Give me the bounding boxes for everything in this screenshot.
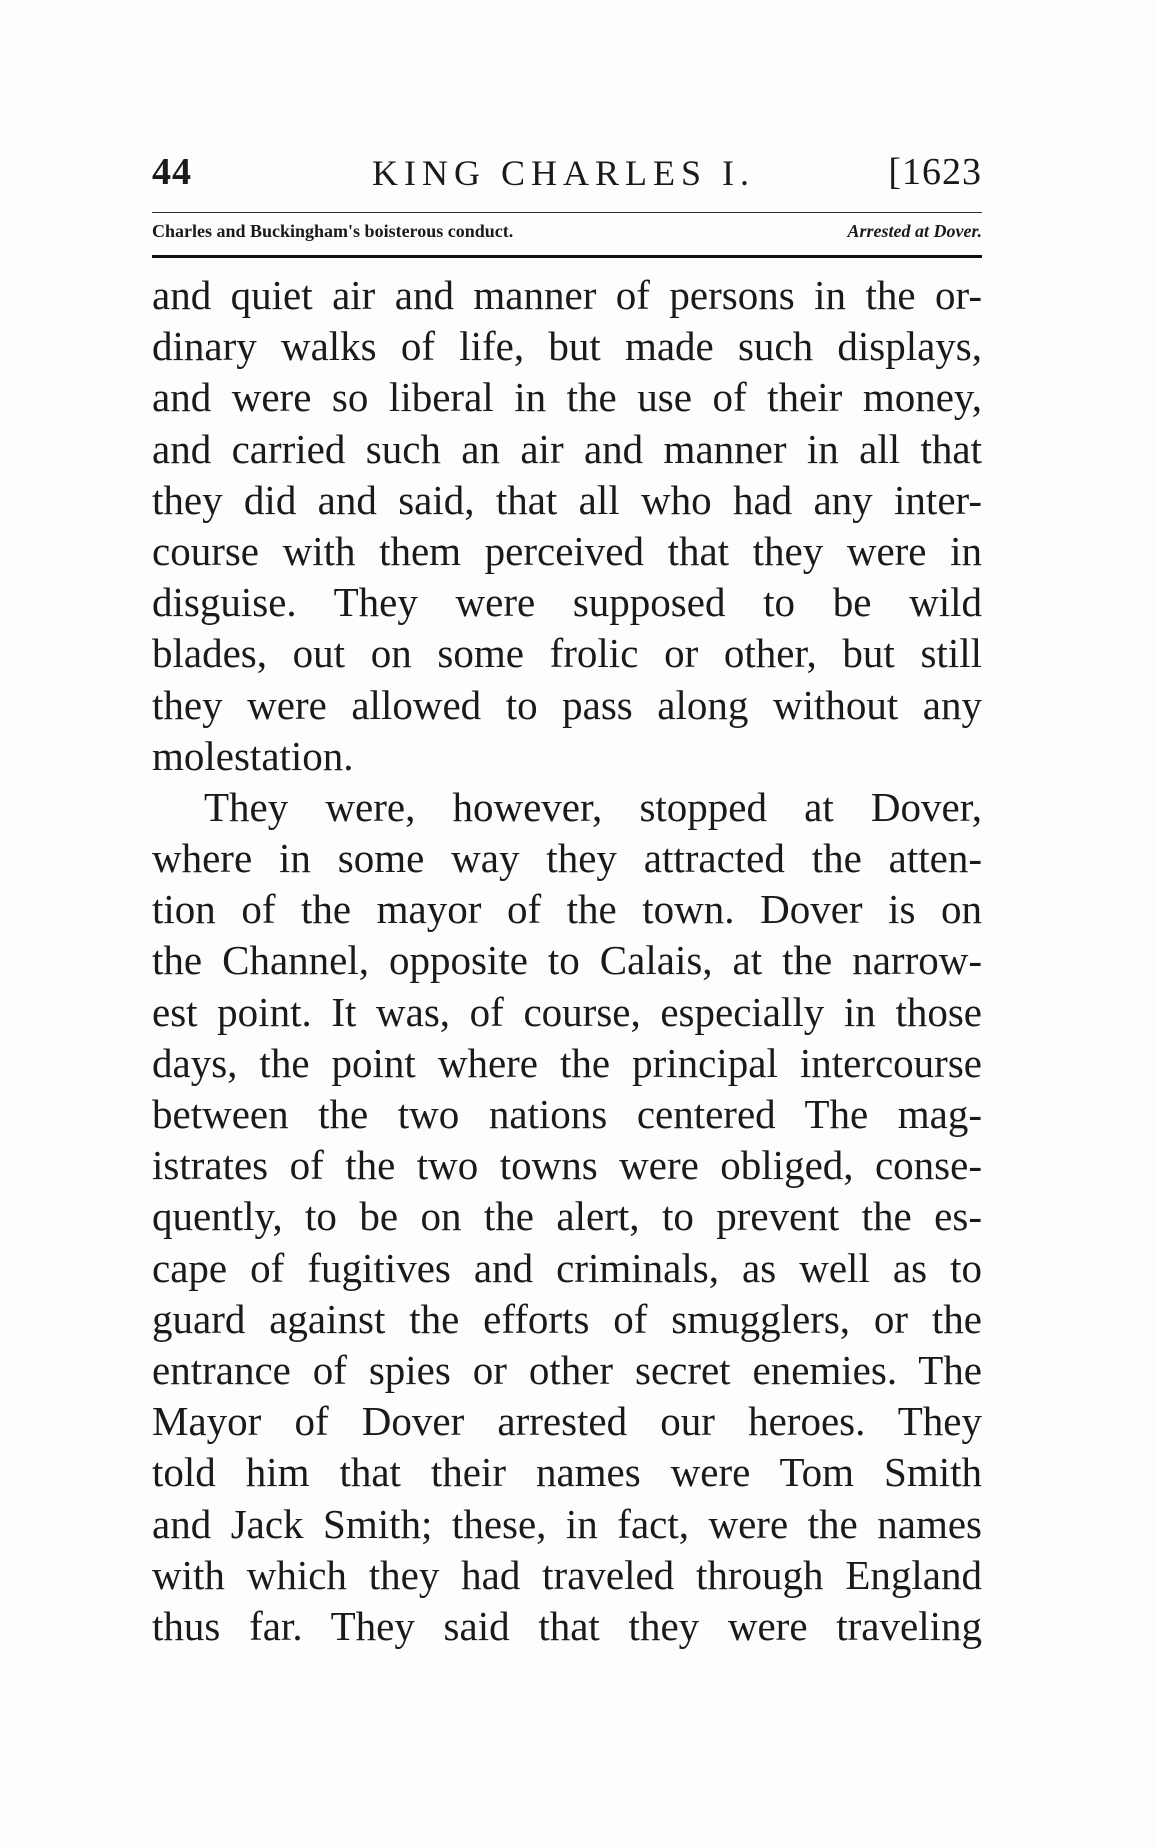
text-line: est point. It was, of course, especially in those: [152, 988, 982, 1035]
header-rule-bottom: [152, 255, 982, 258]
subheading-right: Arrested at Dover.: [847, 221, 982, 241]
text-line: the Channel, opposite to Calais, at the narrow-: [152, 937, 982, 984]
text-line: with which they had traveled through England: [152, 1551, 982, 1598]
text-line: They were, however, stopped at Dover,: [204, 783, 982, 830]
text-line: and were so liberal in the use of their money,: [152, 374, 982, 421]
text-line: course with them perceived that they were in: [152, 527, 982, 574]
text-line: dinary walks of life, but made such displays,: [152, 323, 982, 370]
text-line: days, the point where the principal intercourse: [152, 1039, 982, 1086]
text-line: molestation.: [152, 732, 354, 779]
year-marker: [1623: [888, 151, 982, 193]
text-line: Mayor of Dover arrested our heroes. They: [152, 1398, 982, 1445]
text-line: and Jack Smith; these, in fact, were the names: [152, 1500, 982, 1547]
body-text: [152, 270, 982, 1652]
header-rule-top: [152, 212, 982, 213]
book-title: KING CHARLES I.: [372, 153, 755, 193]
text-line: tion of the mayor of the town. Dover is on: [152, 886, 982, 933]
text-line: and carried such an air and manner in all that: [152, 425, 982, 472]
text-line: istrates of the two towns were obliged, conse-: [152, 1142, 982, 1189]
text-line: quently, to be on the alert, to prevent the es-: [152, 1193, 982, 1240]
running-head: [152, 150, 982, 200]
text-line: they did and said, that all who had any inter-: [152, 476, 982, 523]
text-line: and quiet air and manner of persons in the or-: [152, 272, 982, 318]
text-line: guard against the efforts of smugglers, or the: [152, 1295, 982, 1342]
text-line: they were allowed to pass along without any: [152, 681, 982, 728]
subheading-left: Charles and Buckingham's boisterous conduct.: [152, 221, 514, 241]
text-line: between the two nations centered The mag-: [152, 1091, 982, 1137]
text-line: blades, out on some frolic or other, but still: [152, 630, 982, 677]
text-line: entrance of spies or other secret enemies. The: [152, 1346, 982, 1393]
text-line: where in some way they attracted the atten-: [152, 835, 982, 882]
page-subheading: [152, 221, 982, 251]
text-line: told him that their names were Tom Smith: [152, 1449, 982, 1496]
text-line: thus far. They said that they were traveling: [152, 1602, 982, 1649]
page-number: 44: [152, 151, 192, 193]
text-line: disguise. They were supposed to be wild: [152, 579, 982, 626]
text-line: cape of fugitives and criminals, as well as to: [152, 1244, 982, 1291]
